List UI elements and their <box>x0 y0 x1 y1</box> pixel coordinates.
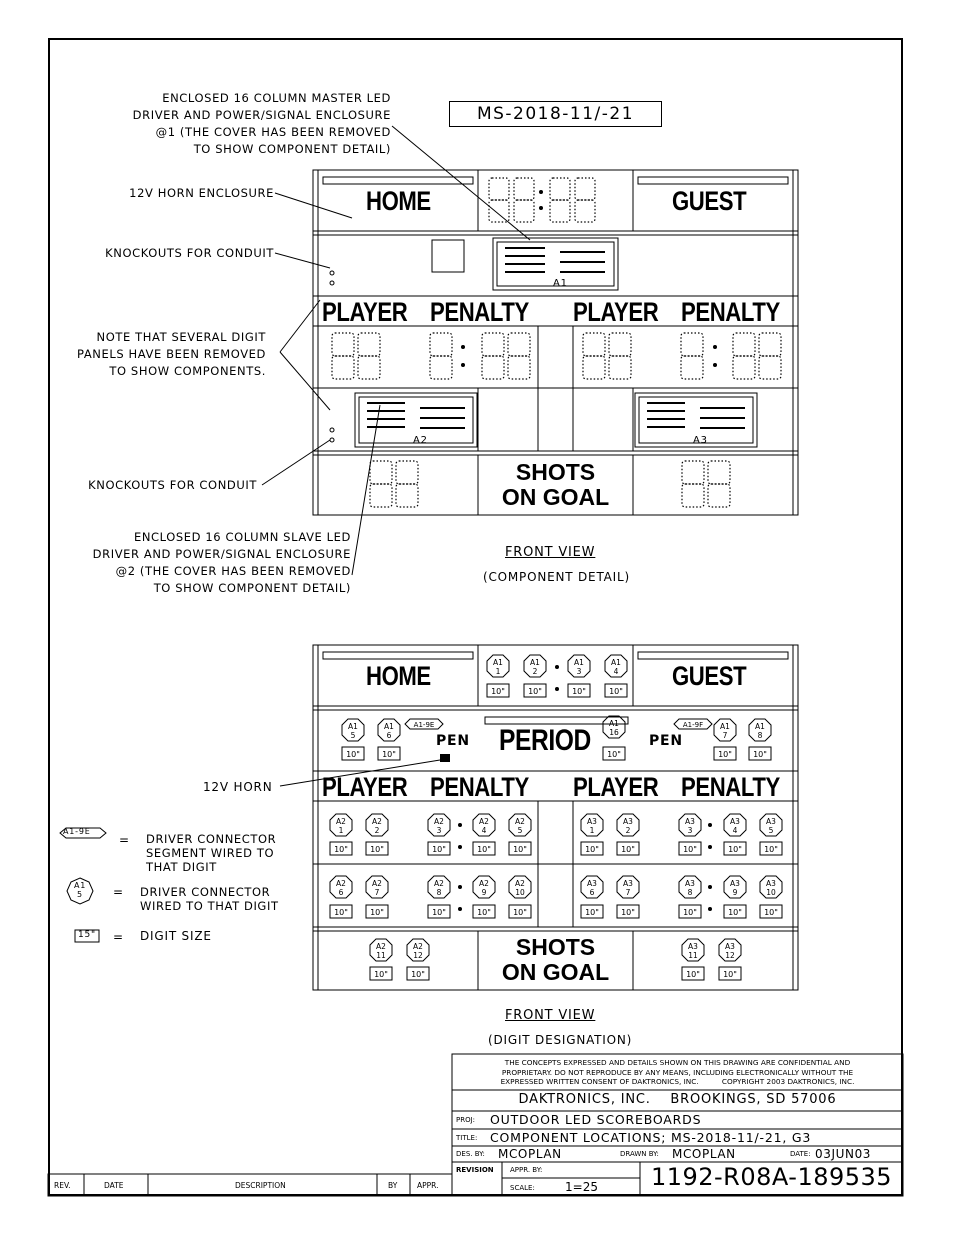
drawing-id: MS-2018-11/-21 <box>476 104 635 124</box>
connector-label-bottom: 16 <box>609 728 619 737</box>
connector-label-top: A3 <box>623 817 633 826</box>
connector-label-top: A2 <box>515 817 525 826</box>
legend-digit-eq: = <box>113 885 124 899</box>
digit-size-label: 10" <box>334 845 348 854</box>
connector-label-top: A3 <box>766 879 776 888</box>
front-view-title-1: FRONT VIEW <box>505 545 596 560</box>
connector-label-bottom: 1 <box>338 826 344 835</box>
connector-label-bottom: 7 <box>625 888 631 897</box>
home-label-bottom: HOME <box>366 661 431 691</box>
connector-label-bottom: 3 <box>436 826 442 835</box>
connector-label-top: A1 <box>609 719 619 728</box>
connector-label-top: A2 <box>336 817 346 826</box>
connector-label-top: A2 <box>376 942 386 951</box>
legend-size-text: DIGIT SIZE <box>140 929 212 943</box>
drawing-number: 1192-R08A-189535 <box>650 1163 893 1191</box>
digit-size-label: 10" <box>432 908 446 917</box>
digit-size-label: 10" <box>528 687 542 696</box>
connector-label-bottom: 11 <box>688 951 698 960</box>
segment-tag-label: A1-9E <box>413 721 435 729</box>
designer: MCOPLAN <box>498 1147 562 1161</box>
connector-label-bottom: 6 <box>338 888 344 897</box>
connector-label-top: A3 <box>688 942 698 951</box>
note-slave-enclosure: ENCLOSED 16 COLUMN SLAVE LED DRIVER AND POWER/SIGNAL ENCLOSURE @2 (THE COVER HAS BEEN REMOVED TO SHOW COMPONENT DETAIL) <box>92 530 351 595</box>
penalty-label-bottom-left: PENALTY <box>430 772 529 802</box>
connector-label-bottom: 1 <box>589 826 595 835</box>
drawn-by: MCOPLAN <box>672 1147 736 1161</box>
legend-size-symbol: 15" <box>78 930 96 940</box>
connector-label-top: A2 <box>372 879 382 888</box>
digit-size-label: 10" <box>607 750 621 759</box>
drawing-title: COMPONENT LOCATIONS; MS-2018-11/-21, G3 <box>490 1130 812 1145</box>
digit-size-label: 10" <box>432 845 446 854</box>
a3-label: A3 <box>693 435 708 446</box>
digit-size-label: 10" <box>609 687 623 696</box>
des-label: DES. BY: <box>456 1150 485 1158</box>
digit-size-label: 10" <box>370 908 384 917</box>
digit-size-label: 10" <box>370 845 384 854</box>
home-label-top: HOME <box>366 186 431 216</box>
rev-col-header: REV. <box>54 1181 71 1190</box>
connector-label-top: A1 <box>720 722 730 731</box>
connector-label-bottom: 8 <box>757 731 763 740</box>
digit-size-label: 10" <box>718 750 732 759</box>
drawn-label: DRAWN BY: <box>620 1150 659 1158</box>
connector-label-top: A1 <box>574 658 584 667</box>
digit-size-label: 10" <box>513 908 527 917</box>
digit-size-label: 10" <box>686 970 700 979</box>
legend-digit-symbol-top: A1 <box>74 881 87 890</box>
segment-tag-label: A1-9F <box>682 721 704 729</box>
digit-size-label: 10" <box>621 845 635 854</box>
title-label: TITLE: <box>456 1134 478 1142</box>
digit-size-label: 10" <box>753 750 767 759</box>
connector-label-bottom: 4 <box>732 826 738 835</box>
a1-label: A1 <box>553 278 568 289</box>
digit-size-label: 10" <box>683 908 697 917</box>
connector-label-top: A3 <box>587 817 597 826</box>
connector-label-top: A2 <box>515 879 525 888</box>
connector-label-bottom: 5 <box>517 826 523 835</box>
digit-size-label: 10" <box>764 845 778 854</box>
digit-size-label: 10" <box>723 970 737 979</box>
penalty-label-top-left: PENALTY <box>430 297 529 327</box>
connector-label-top: A1 <box>384 722 394 731</box>
description-col-header: DESCRIPTION <box>235 1181 286 1190</box>
connector-label-top: A2 <box>372 817 382 826</box>
connector-label-bottom: 9 <box>732 888 738 897</box>
digit-size-label: 10" <box>477 845 491 854</box>
penalty-label-bottom-right: PENALTY <box>681 772 780 802</box>
a2-label: A2 <box>413 435 428 446</box>
digit-size-label: 10" <box>334 908 348 917</box>
scale-label: SCALE: <box>510 1184 535 1192</box>
player-label-top-left: PLAYER <box>322 297 408 327</box>
drawing-date: 03JUN03 <box>815 1147 872 1161</box>
digit-size-label: 10" <box>513 845 527 854</box>
connector-label-bottom: 5 <box>768 826 774 835</box>
connector-label-bottom: 10 <box>515 888 525 897</box>
appr-col-header: APPR. <box>417 1181 439 1190</box>
shots-on-goal-top: SHOTS ON GOAL <box>501 459 610 510</box>
player-label-bottom-left: PLAYER <box>322 772 408 802</box>
connector-label-top: A3 <box>730 817 740 826</box>
connector-label-top: A3 <box>766 817 776 826</box>
guest-label-bottom: GUEST <box>672 661 747 691</box>
connector-label-top: A1 <box>493 658 503 667</box>
connector-label-top: A3 <box>730 879 740 888</box>
digit-size-label: 10" <box>728 845 742 854</box>
connector-label-bottom: 8 <box>687 888 693 897</box>
legend-size-eq: = <box>113 930 124 944</box>
player-label-top-right: PLAYER <box>573 297 659 327</box>
company-address: DAKTRONICS, INC. BROOKINGS, SD 57006 <box>518 1092 837 1107</box>
project-name: OUTDOOR LED SCOREBOARDS <box>490 1112 702 1127</box>
connector-label-bottom: 6 <box>386 731 392 740</box>
digit-size-label: 10" <box>728 908 742 917</box>
connector-label-bottom: 3 <box>687 826 693 835</box>
connector-label-top: A1 <box>611 658 621 667</box>
connector-label-top: A1 <box>348 722 358 731</box>
digit-size-label: 10" <box>491 687 505 696</box>
digit-size-label: 10" <box>374 970 388 979</box>
date-col-header: DATE <box>104 1181 124 1190</box>
connector-label-top: A2 <box>479 817 489 826</box>
appr-label: APPR. BY: <box>510 1166 543 1174</box>
connector-label-bottom: 4 <box>613 667 619 676</box>
note-knockouts-1: KNOCKOUTS FOR CONDUIT <box>105 246 274 260</box>
confidential-notice: THE CONCEPTS EXPRESSED AND DETAILS SHOWN ON THIS DRAWING ARE CONFIDENTIAL AND PROPRIETARY. DO NOT REPRODUCE BY ANY MEANS, INCLUDING ELECTRONICALLY WITHOUT THE EXPRESSED WRITTEN CONSENT OF DAKTRONICS, INC. COPYRIGHT 2003 DAKTRONICS, INC. <box>500 1058 855 1086</box>
component-detail-subtitle: (COMPONENT DETAIL) <box>483 570 630 584</box>
pen-label-right: PEN <box>649 733 683 749</box>
connector-label-bottom: 2 <box>532 667 538 676</box>
connector-label-bottom: 6 <box>589 888 595 897</box>
connector-label-top: A1 <box>755 722 765 731</box>
legend-segment-text: DRIVER CONNECTOR SEGMENT WIRED TO THAT DIGIT <box>146 832 277 874</box>
connector-label-bottom: 11 <box>376 951 386 960</box>
legend-digit-symbol-bottom: 5 <box>77 890 83 899</box>
scale-value: 1=25 <box>565 1180 598 1194</box>
digit-size-label: 10" <box>683 845 697 854</box>
front-view-title-2: FRONT VIEW <box>505 1008 596 1023</box>
date-label: DATE: <box>790 1150 811 1158</box>
shots-on-goal-bottom: SHOTS ON GOAL <box>501 934 610 985</box>
connector-label-top: A2 <box>434 879 444 888</box>
connector-label-top: A2 <box>413 942 423 951</box>
player-label-bottom-right: PLAYER <box>573 772 659 802</box>
legend-segment-symbol: A1-9E <box>63 827 91 836</box>
period-label: PERIOD <box>499 724 591 757</box>
connector-label-top: A3 <box>685 879 695 888</box>
digit-size-label: 10" <box>764 908 778 917</box>
connector-label-top: A3 <box>623 879 633 888</box>
digit-size-label: 10" <box>477 908 491 917</box>
digit-size-label: 10" <box>346 750 360 759</box>
connector-label-top: A3 <box>725 942 735 951</box>
note-digit-panels: NOTE THAT SEVERAL DIGIT PANELS HAVE BEEN REMOVED TO SHOW COMPONENTS. <box>77 330 266 378</box>
connector-label-bottom: 2 <box>625 826 631 835</box>
connector-label-bottom: 12 <box>413 951 423 960</box>
digit-size-label: 10" <box>585 908 599 917</box>
legend-digit-text: DRIVER CONNECTOR WIRED TO THAT DIGIT <box>140 885 279 913</box>
digit-designation-subtitle: (DIGIT DESIGNATION) <box>488 1033 633 1047</box>
legend-segment-eq: = <box>119 833 130 847</box>
connector-label-top: A2 <box>434 817 444 826</box>
digit-size-label: 10" <box>572 687 586 696</box>
guest-label-top: GUEST <box>672 186 747 216</box>
revision-label: REVISION <box>456 1166 494 1174</box>
digit-size-label: 10" <box>585 845 599 854</box>
connector-label-bottom: 4 <box>481 826 487 835</box>
connector-label-bottom: 7 <box>374 888 380 897</box>
digit-size-label: 10" <box>621 908 635 917</box>
connector-label-top: A3 <box>587 879 597 888</box>
connector-label-bottom: 3 <box>576 667 582 676</box>
connector-label-bottom: 2 <box>374 826 380 835</box>
digit-size-label: 10" <box>411 970 425 979</box>
note-horn-enclosure: 12V HORN ENCLOSURE <box>129 186 274 200</box>
connector-label-top: A3 <box>685 817 695 826</box>
connector-label-bottom: 9 <box>481 888 487 897</box>
connector-label-top: A2 <box>479 879 489 888</box>
connector-label-bottom: 12 <box>725 951 735 960</box>
note-master-enclosure: ENCLOSED 16 COLUMN MASTER LED DRIVER AND POWER/SIGNAL ENCLOSURE @1 (THE COVER HAS BEEN REMOVED TO SHOW COMPONENT DETAIL) <box>132 91 391 156</box>
connector-label-bottom: 10 <box>766 888 776 897</box>
connector-label-bottom: 7 <box>722 731 728 740</box>
digit-size-label: 10" <box>382 750 396 759</box>
connector-label-bottom: 1 <box>495 667 501 676</box>
by-col-header: BY <box>388 1181 398 1190</box>
note-knockouts-2: KNOCKOUTS FOR CONDUIT <box>88 478 257 492</box>
connector-label-bottom: 8 <box>436 888 442 897</box>
horn-label: 12V HORN <box>203 780 273 794</box>
proj-label: PROJ: <box>456 1116 476 1124</box>
connector-label-top: A1 <box>530 658 540 667</box>
connector-label-top: A2 <box>336 879 346 888</box>
pen-label-left: PEN <box>436 733 470 749</box>
penalty-label-top-right: PENALTY <box>681 297 780 327</box>
connector-label-bottom: 5 <box>350 731 356 740</box>
